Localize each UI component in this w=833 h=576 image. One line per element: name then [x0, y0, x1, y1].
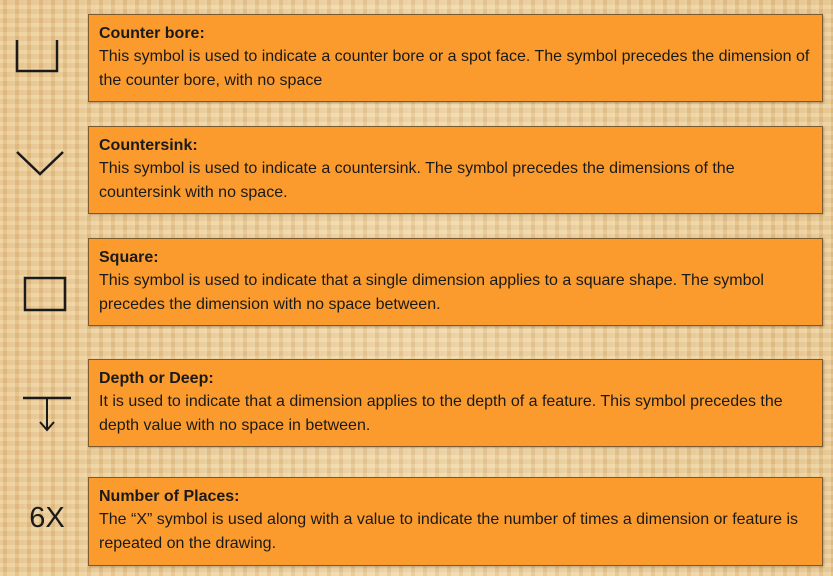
card-counter-bore [88, 14, 823, 102]
card-title: Square: [99, 249, 159, 266]
card-description: This symbol is used to indicate a counter bore or a spot face. The symbol precedes the dimension of the counter bore, with no space [99, 48, 810, 89]
card-title: Depth or Deep: [99, 370, 214, 387]
card-description: This symbol is used to indicate a countersink. The symbol precedes the dimensions of the countersink with no space. [99, 160, 735, 201]
depth-icon [20, 392, 74, 436]
card-description: The “X” symbol is used along with a value to indicate the number of times a dimension or feature is repeated on the drawing. [99, 511, 799, 552]
card-title: Counter bore: [99, 25, 205, 42]
square-icon [22, 275, 68, 313]
card-square [88, 238, 823, 326]
counterbore-icon [14, 36, 60, 76]
card-depth [88, 359, 823, 447]
number-of-places-label: 6X [29, 501, 65, 534]
card-description: It is used to indicate that a dimension applies to the depth of a feature. This symbol precedes the depth value with no space in between. [99, 393, 783, 434]
card-countersink [88, 126, 823, 214]
card-number-of-places [88, 477, 823, 566]
card-title: Countersink: [99, 137, 198, 154]
card-title: Number of Places: [99, 488, 240, 505]
countersink-icon [14, 146, 66, 180]
card-description: This symbol is used to indicate that a single dimension applies to a square shape. The symbol precedes the dimension with no space between. [99, 272, 764, 313]
